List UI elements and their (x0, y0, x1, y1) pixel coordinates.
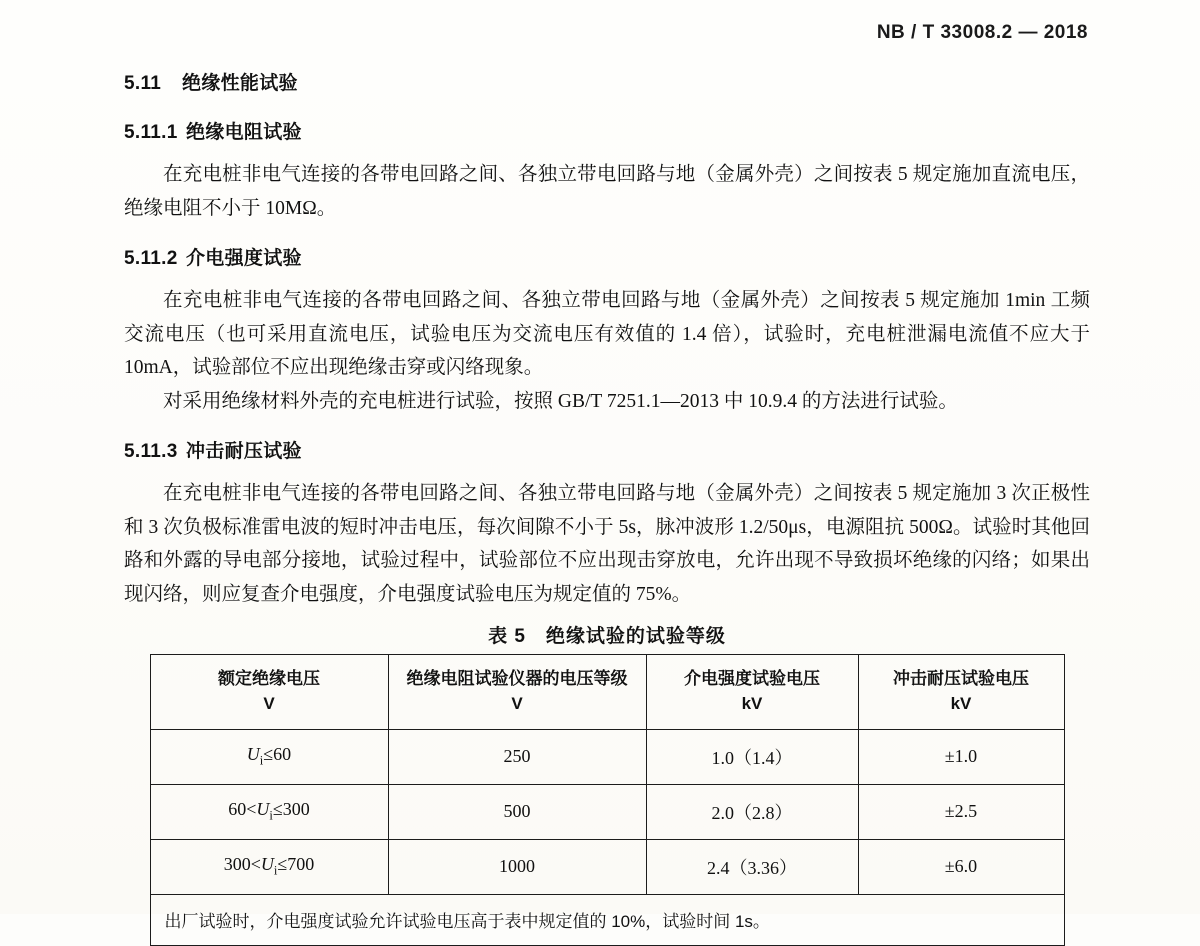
cell-dielectric-voltage: 1.0（1.4） (646, 729, 858, 784)
insulation-test-levels-table (150, 654, 1065, 945)
document-content (124, 68, 1090, 946)
column-header-unit: kV (950, 693, 972, 713)
column-header-rated-insulation-voltage (150, 655, 388, 729)
clause-number-5-11-1: 5.11.1 (124, 122, 178, 143)
paragraph-5-11-1-1: 在充电桩非电气连接的各带电回路之间、各独立带电回路与地（金属外壳）之间按表 5 规定施加直流电压，绝缘电阻不小于 10MΩ。 (124, 164, 1090, 219)
table-header-row-group (150, 655, 1064, 729)
table-header-row (150, 655, 1064, 729)
clause-title-5-11-1: 绝缘电阻试验 (186, 122, 302, 143)
clause-number-5-11: 5.11 (124, 73, 162, 94)
column-header-line1: 介电强度试验电压 (684, 669, 820, 689)
cell-tester-voltage: 500 (388, 784, 646, 839)
cell-tester-voltage: 250 (388, 729, 646, 784)
table-body (150, 729, 1064, 945)
page-header-standard-code: NB / T 33008.2 — 2018 (876, 22, 1088, 43)
paragraph-5-11-2-1: 在充电桩非电气连接的各带电回路之间、各独立带电回路与地（金属外壳）之间按表 5 规定施加 1min 工频交流电压（也可采用直流电压，试验电压为交流电压有效值的 1.4 倍），试验时，充电桩泄漏电流值不应大于 10mA，试验部位不应出现绝缘击穿或闪络现象。 (124, 290, 1090, 379)
column-header-dielectric-strength-voltage (646, 655, 858, 729)
paragraph-5-11-3-1: 在充电桩非电气连接的各带电回路之间、各独立带电回路与地（金属外壳）之间按表 5 规定施加 3 次正极性和 3 次负极标准雷电波的短时冲击电压，每次间隙不小于 5s，脉冲波形 1.2/50μs，电源阻抗 500Ω。试验时其他回路和外露的导电部分接地，试验过程中，试验部位不应出现击穿放电，允许出现不导致损坏绝缘的闪络；如果出现闪络，则应复查介电强度，介电强度试验电压为规定值的 75%。 (124, 483, 1090, 605)
clause-title-5-11-3: 冲击耐压试验 (186, 441, 302, 463)
paragraph-5-11-2-2: 对采用绝缘材料外壳的充电桩进行试验，按照 GB/T 7251.1—2013 中 10.9.4 的方法进行试验。 (163, 390, 958, 412)
clause-title-5-11-2: 介电强度试验 (186, 248, 302, 270)
cell-rated-voltage: $60<U_i\le 300$ (150, 784, 388, 839)
column-header-unit: kV (741, 693, 763, 713)
heading-5-11-1 (124, 117, 1090, 144)
column-header-line1: 冲击耐压试验电压 (893, 669, 1029, 689)
cell-tester-voltage: 1000 (388, 839, 646, 894)
column-header-impulse-withstand-voltage (858, 655, 1064, 729)
table-row (150, 729, 1064, 784)
clause-title-5-11: 绝缘性能试验 (182, 73, 298, 94)
cell-impulse-voltage: ±1.0 (858, 729, 1064, 784)
table-row (150, 784, 1064, 839)
column-header-unit: V (511, 693, 523, 713)
table-note-row (150, 894, 1064, 945)
heading-5-11-2 (124, 243, 1090, 270)
column-header-line1: 额定绝缘电压 (218, 669, 320, 689)
clause-number-5-11-2: 5.11.2 (124, 248, 178, 270)
cell-dielectric-voltage: 2.0（2.8） (646, 784, 858, 839)
cell-dielectric-voltage: 2.4（3.36） (646, 839, 858, 894)
cell-impulse-voltage: ±6.0 (858, 839, 1064, 894)
cell-rated-voltage: $300<U_i\le 700$ (150, 839, 388, 894)
column-header-line1: 绝缘电阻试验仪器的电压等级 (406, 669, 628, 689)
column-header-unit: V (263, 693, 275, 713)
clause-number-5-11-3: 5.11.3 (124, 441, 178, 463)
heading-5-11 (124, 68, 1090, 95)
column-header-insulation-resistance-tester-voltage (388, 655, 646, 729)
table-row (150, 839, 1064, 894)
table-caption: 表 5 绝缘试验的试验等级 (488, 626, 726, 648)
heading-5-11-3 (124, 436, 1090, 463)
cell-rated-voltage: $U_i\le 60$ (150, 729, 388, 784)
cell-impulse-voltage: ±2.5 (858, 784, 1064, 839)
table-note: 出厂试验时，介电强度试验允许试验电压高于表中规定值的 10%，试验时间 1s。 (150, 894, 1064, 945)
